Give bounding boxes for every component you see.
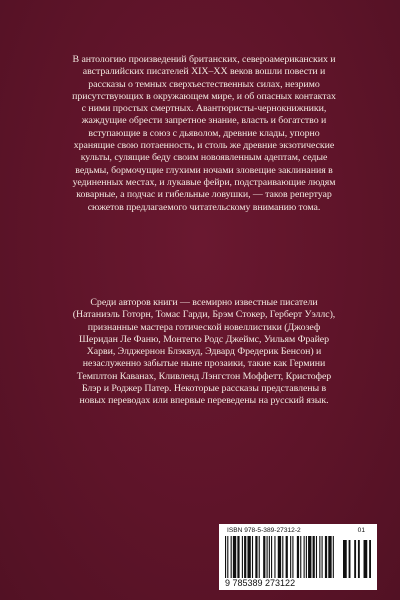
barcode-bar xyxy=(333,536,334,578)
barcode-bar xyxy=(322,536,323,578)
barcode-bar xyxy=(297,536,299,578)
barcode-addon-bar xyxy=(354,540,356,578)
barcode-bar xyxy=(227,536,228,578)
isbn-addon: 01 xyxy=(357,527,365,534)
blurb-paragraph-2: Среди авторов книги — всемирно известные писатели (Натаниэль Готорн, Томас Гарди, Брэм Стокер, Герберт Уэллс), признанные мастера готической новеллистики (Джозеф Шеридан Ле Фаню, Монтегю Родс Джеймс, Уильям Фрайер Харви, Элджернон Блэквуд, Эдвард Фредерик Бенсон) и незаслуженно забытые ныне прозаики, такие как Гермини Темплтон Каванах, Кливленд Лэнгстон Моффетт, Кристофер Блэр и Роджер Патер. Некоторые рассказы представлены в новых переводах или впервые переведены на русский язык. xyxy=(72,297,336,407)
blurb-paragraph-1: В антологию произведений британских, североамериканских и австралийских писателей XIX–XX веков вошли повести и рассказы о темных сверхъестественных силах, незримо присутствующих в окружающем мире, и об опасных контактах с ними простых смертных. Авантюристы-чернокнижники, жаждущие обрести запретное знание, власть и богатство и вступающие в союз с дьяволом, древние клады, упорно хранящие свою потаенность, и столь же древние экзотические культы, сулящие беду своим новоявленным адептам, седые ведьмы, бормочущие глухими ночами зловещие заклинания в уединенных местах, и лукавые фейри, подстраивающие людям коварные, а подчас и гибельные ловушки, — таков репертуар сюжетов предлагаемого читательскому вниманию тома. xyxy=(72,54,336,213)
barcode-bar xyxy=(313,536,315,578)
barcode-bar xyxy=(233,536,236,578)
barcode-bar xyxy=(244,536,246,578)
barcode-bar xyxy=(259,536,260,578)
barcode-bar xyxy=(278,536,281,578)
barcode-bar xyxy=(231,536,232,578)
barcode-bar xyxy=(328,536,331,578)
barcode-bar xyxy=(271,536,272,578)
barcode-addon-bar xyxy=(349,540,351,578)
barcode-icon xyxy=(225,536,373,578)
barcode-bar xyxy=(304,536,305,578)
barcode-addon-bar xyxy=(369,540,371,578)
barcode-bar xyxy=(290,536,291,578)
barcode-bar xyxy=(225,536,226,578)
barcode-bar xyxy=(252,536,253,578)
barcode-bar xyxy=(255,536,257,578)
barcode-panel xyxy=(219,524,377,590)
barcode-bar xyxy=(300,536,301,578)
barcode-bar xyxy=(306,536,307,578)
barcode-bar xyxy=(267,536,268,578)
barcode-bar xyxy=(308,536,311,578)
barcode-addon-bar xyxy=(343,540,347,578)
barcode-digits: 9 785389 273122 xyxy=(225,578,296,588)
barcode-bar xyxy=(286,536,288,578)
barcode-addon-bar xyxy=(364,540,368,578)
barcode-bar xyxy=(282,536,283,578)
barcode-bar xyxy=(269,536,270,578)
barcode-bar xyxy=(325,536,327,578)
barcode-bar xyxy=(319,536,320,578)
barcode-bar xyxy=(274,536,275,578)
isbn-label: ISBN 978-5-389-27312-2 xyxy=(227,527,301,534)
barcode-bar xyxy=(292,536,293,578)
barcode-addon-bar xyxy=(358,540,360,578)
barcode-bar xyxy=(242,536,243,578)
barcode-bar xyxy=(247,536,250,578)
barcode-bar xyxy=(316,536,317,578)
barcode-bar xyxy=(263,536,265,578)
barcode-bar xyxy=(237,536,239,578)
